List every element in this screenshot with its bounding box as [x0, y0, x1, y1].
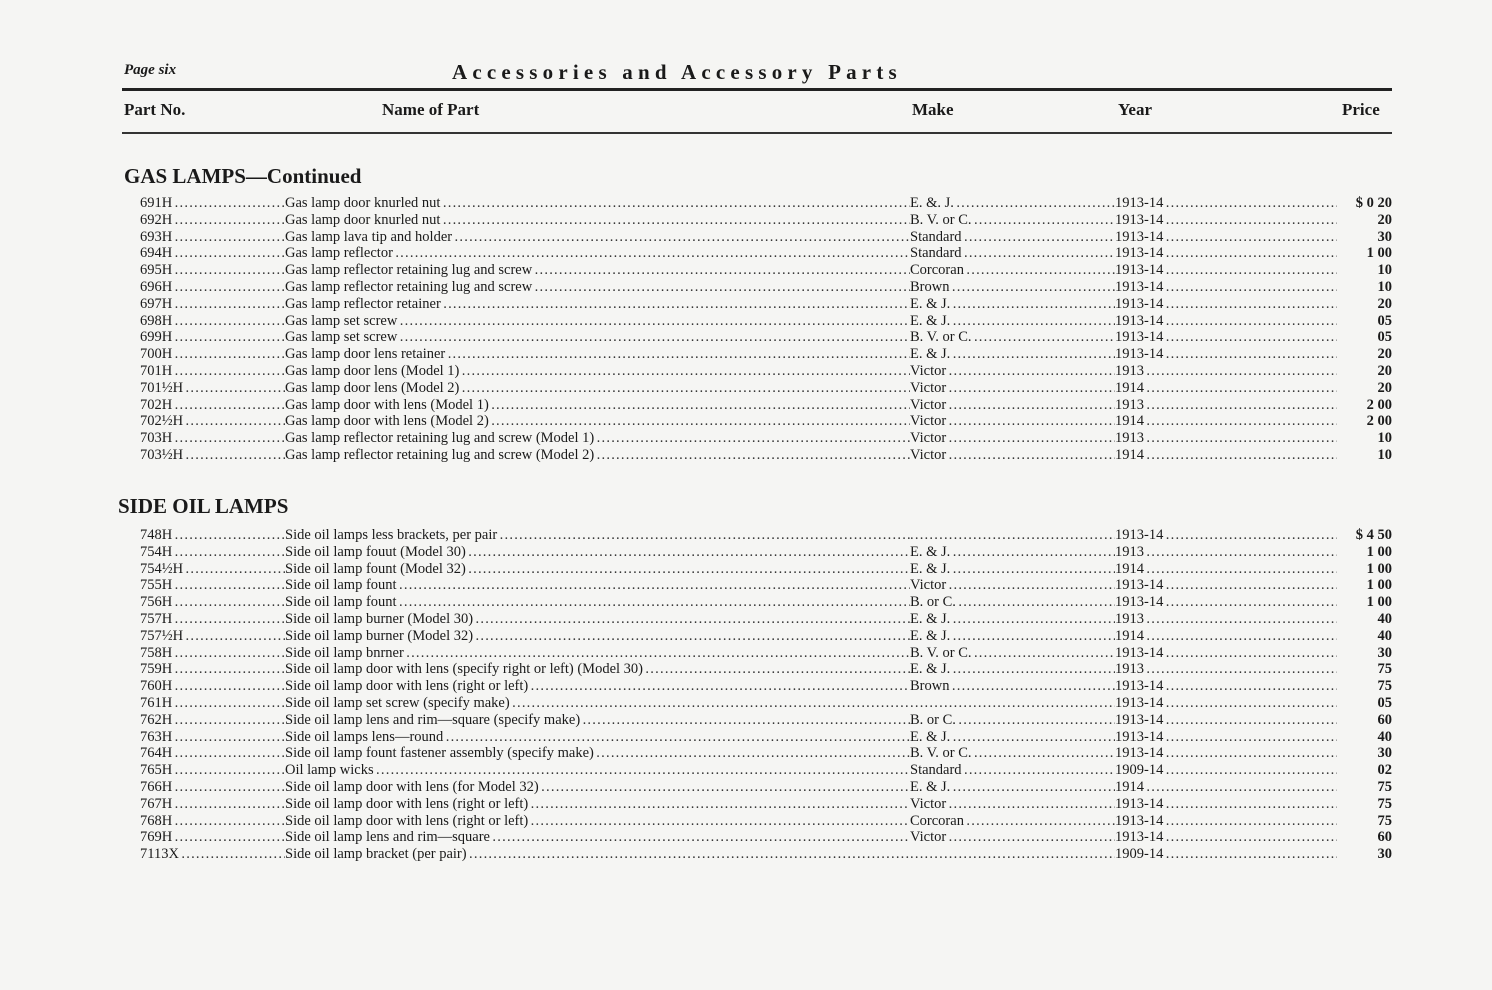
col-header-name: Name of Part [382, 100, 480, 119]
cell-name: Side oil lamp burner (Model 30) . . . [285, 611, 910, 628]
cell-part: 7113X . . . [110, 846, 285, 863]
cell-year: 1913-14 . . . [1115, 678, 1337, 695]
cell-make: E. & J. . . . [910, 346, 1115, 363]
cell-make: B. V. or C. . . . [910, 329, 1115, 346]
column-header-rule [122, 132, 1392, 134]
page-number: Page six [124, 62, 177, 78]
cell-part: 760H . . . [110, 678, 285, 695]
cell-price: 75 [1377, 661, 1392, 678]
col-header-price: Price [1342, 100, 1380, 119]
cell-make: Corcoran . . . [910, 262, 1115, 279]
table-row [110, 594, 1392, 611]
cell-year: 1913-14 . . . [1115, 813, 1337, 830]
cell-year: 1913-14 . . . [1115, 195, 1337, 212]
cell-price: 2 00 [1366, 413, 1392, 430]
cell-make [910, 527, 1115, 544]
table-row [110, 363, 1392, 380]
table-row [110, 661, 1392, 678]
cell-name: Side oil lamp door with lens (right or left) . . . [285, 813, 910, 830]
cell-name: Gas lamp reflector retainer . . . [285, 296, 910, 313]
cell-make: Victor . . . [910, 577, 1115, 594]
section-heading-side-oil-lamps: SIDE OIL LAMPS [118, 494, 289, 518]
cell-year: 1913-14 . . . [1115, 695, 1337, 712]
cell-part: 699H . . . [110, 329, 285, 346]
cell-price: 60 [1377, 711, 1392, 728]
cell-price: 40 [1377, 610, 1392, 627]
cell-part: 755H . . . [110, 577, 285, 594]
cell-part: 692H . . . [110, 212, 285, 229]
cell-name: Gas lamp door lens retainer . . . [285, 346, 910, 363]
cell-name: Side oil lamp fount (Model 32) . . . [285, 561, 910, 578]
cell-name: Gas lamp lava tip and holder . . . [285, 229, 910, 246]
cell-name: Side oil lamp bnrner . . . [285, 645, 910, 662]
cell-name: Gas lamp door knurled nut . . . [285, 195, 910, 212]
cell-make [910, 695, 1115, 712]
cell-part: 701H . . . [110, 363, 285, 380]
table-row [110, 195, 1392, 212]
cell-price: 75 [1377, 678, 1392, 695]
cell-price: $ 0 20 [1355, 195, 1392, 211]
cell-make: E. & J. . . . [910, 611, 1115, 628]
cell-part: 703½H . . . [110, 447, 285, 464]
cell-name: Side oil lamp fouut (Model 30) . . . [285, 544, 910, 561]
cell-part: 762H . . . [110, 712, 285, 729]
cell-name: Gas lamp reflector retaining lug and screw (Model 1) . . . [285, 430, 910, 447]
cell-part: 763H . . . [110, 729, 285, 746]
cell-make: Victor . . . [910, 447, 1115, 464]
cell-part: 761H . . . [110, 695, 285, 712]
cell-part: 702½H . . . [110, 413, 285, 430]
cell-year: 1913-14 . . . [1115, 829, 1337, 846]
table-row [110, 695, 1392, 712]
cell-name: Gas lamp set screw . . . [285, 313, 910, 330]
cell-price: 30 [1377, 644, 1392, 661]
cell-price: 1 00 [1366, 594, 1392, 611]
table-row [110, 212, 1392, 229]
table-row [110, 245, 1392, 262]
cell-make: B. V. or C. . . . [910, 645, 1115, 662]
cell-year: 1913-14 . . . [1115, 594, 1337, 611]
cell-make: E. & J. . . . [910, 313, 1115, 330]
cell-part: 769H . . . [110, 829, 285, 846]
cell-make: B. or C. . . . [910, 712, 1115, 729]
table-row [110, 745, 1392, 762]
cell-make: Victor . . . [910, 430, 1115, 447]
table-row [110, 313, 1392, 330]
cell-name: Side oil lamp door with lens (for Model 32) . . . [285, 779, 910, 796]
cell-name: Gas lamp door with lens (Model 2) . . . [285, 413, 910, 430]
cell-name: Side oil lamp lens and rim—square . . . [285, 829, 910, 846]
cell-price: 20 [1377, 211, 1392, 228]
cell-part: 701½H . . . [110, 380, 285, 397]
cell-part: 764H . . . [110, 745, 285, 762]
table-row [110, 796, 1392, 813]
cell-name: Gas lamp reflector . . . [285, 245, 910, 262]
cell-price: $ 4 50 [1355, 527, 1392, 543]
cell-year: 1914 . . . [1115, 561, 1337, 578]
cell-make: E. & J. . . . [910, 729, 1115, 746]
cell-price: 75 [1377, 778, 1392, 795]
cell-name: Side oil lamps less brackets, per pair . . . [285, 527, 910, 544]
cell-part: 767H . . . [110, 796, 285, 813]
cell-year: 1914 . . . [1115, 380, 1337, 397]
cell-name: Gas lamp reflector retaining lug and screw (Model 2) . . . [285, 447, 910, 464]
cell-price: 20 [1377, 362, 1392, 379]
table-row [110, 846, 1392, 863]
cell-name: Side oil lamp fount fastener assembly (specify make) . . . [285, 745, 910, 762]
cell-name: Oil lamp wicks . . . [285, 762, 910, 779]
cell-part: 759H . . . [110, 661, 285, 678]
cell-year: 1913-14 . . . [1115, 245, 1337, 262]
cell-make: E. & J. . . . [910, 628, 1115, 645]
cell-price: 30 [1377, 228, 1392, 245]
cell-part: 700H . . . [110, 346, 285, 363]
cell-part: 748H . . . [110, 527, 285, 544]
cell-price: 40 [1377, 627, 1392, 644]
cell-price: 10 [1377, 262, 1392, 279]
cell-price: 20 [1377, 379, 1392, 396]
cell-year: 1913 . . . [1115, 430, 1337, 447]
cell-part: 757½H . . . [110, 628, 285, 645]
cell-year: 1913 . . . [1115, 611, 1337, 628]
cell-price: 10 [1377, 446, 1392, 463]
cell-make: Victor . . . [910, 397, 1115, 414]
cell-year: 1909-14 . . . [1115, 762, 1337, 779]
cell-year: 1914 . . . [1115, 779, 1337, 796]
cell-name: Gas lamp door lens (Model 2) . . . [285, 380, 910, 397]
cell-price: 10 [1377, 278, 1392, 295]
cell-name: Side oil lamps lens—round . . . [285, 729, 910, 746]
cell-part: 693H . . . [110, 229, 285, 246]
cell-part: 695H . . . [110, 262, 285, 279]
col-header-make: Make [912, 100, 954, 119]
cell-name: Gas lamp door lens (Model 1) . . . [285, 363, 910, 380]
cell-name: Side oil lamp door with lens (specify right or left) (Model 30) . . . [285, 661, 910, 678]
cell-part: 697H . . . [110, 296, 285, 313]
cell-price: 20 [1377, 295, 1392, 312]
cell-part: 765H . . . [110, 762, 285, 779]
cell-make: B. or C. . . . [910, 594, 1115, 611]
cell-name: Side oil lamp fount . . . [285, 594, 910, 611]
cell-year: 1913-14 . . . [1115, 577, 1337, 594]
table-row [110, 813, 1392, 830]
col-header-part-no: Part No. [124, 100, 186, 119]
cell-make: B. V. or C. . . . [910, 212, 1115, 229]
cell-part: 691H . . . [110, 195, 285, 212]
cell-year: 1913-14 . . . [1115, 329, 1337, 346]
cell-year: 1913-14 . . . [1115, 229, 1337, 246]
cell-price: 1 00 [1366, 577, 1392, 594]
cell-make: Standard . . . [910, 245, 1115, 262]
cell-make: Victor . . . [910, 413, 1115, 430]
section-heading-gas-lamps: GAS LAMPS—Continued [124, 164, 362, 188]
cell-name: Side oil lamp door with lens (right or left) . . . [285, 796, 910, 813]
cell-price: 30 [1377, 846, 1392, 863]
table-row [110, 645, 1392, 662]
cell-part: 754H . . . [110, 544, 285, 561]
cell-price: 2 00 [1366, 396, 1392, 413]
cell-make: E. & J. . . . [910, 561, 1115, 578]
table-row [110, 329, 1392, 346]
cell-make: Corcoran . . . [910, 813, 1115, 830]
gas-lamps-table [110, 195, 1392, 464]
cell-make: Standard . . . [910, 762, 1115, 779]
cell-part: 754½H . . . [110, 561, 285, 578]
table-row [110, 577, 1392, 594]
cell-name: Gas lamp door with lens (Model 1) . . . [285, 397, 910, 414]
table-row [110, 611, 1392, 628]
header-rule [122, 88, 1392, 91]
cell-year: 1914 . . . [1115, 413, 1337, 430]
cell-name: Side oil lamp set screw (specify make) . . . [285, 695, 910, 712]
cell-part: 768H . . . [110, 813, 285, 830]
cell-make: E. &. J. . . . [910, 195, 1115, 212]
table-row [110, 447, 1392, 464]
cell-price: 10 [1377, 430, 1392, 447]
cell-make: Brown . . . [910, 279, 1115, 296]
side-oil-lamps-table [110, 527, 1392, 863]
cell-make: Victor . . . [910, 796, 1115, 813]
table-row [110, 527, 1392, 544]
cell-part: 694H . . . [110, 245, 285, 262]
cell-part: 698H . . . [110, 313, 285, 330]
cell-make: Victor . . . [910, 380, 1115, 397]
cell-make: Victor . . . [910, 829, 1115, 846]
cell-part: 703H . . . [110, 430, 285, 447]
cell-year: 1913 . . . [1115, 544, 1337, 561]
cell-year: 1913 . . . [1115, 661, 1337, 678]
cell-year: 1913-14 . . . [1115, 313, 1337, 330]
table-row [110, 397, 1392, 414]
table-row [110, 779, 1392, 796]
cell-year: 1913-14 . . . [1115, 745, 1337, 762]
cell-make: Standard . . . [910, 229, 1115, 246]
cell-year: 1913 . . . [1115, 397, 1337, 414]
table-row [110, 628, 1392, 645]
table-row [110, 561, 1392, 578]
cell-price: 1 00 [1366, 245, 1392, 262]
cell-make: Brown . . . [910, 678, 1115, 695]
cell-name: Side oil lamp fount . . . [285, 577, 910, 594]
cell-price: 40 [1377, 728, 1392, 745]
cell-make: Victor . . . [910, 363, 1115, 380]
cell-price: 60 [1377, 829, 1392, 846]
cell-part: 756H . . . [110, 594, 285, 611]
cell-part: 766H . . . [110, 779, 285, 796]
cell-year: 1909-14 . . . [1115, 846, 1337, 863]
cell-part: 696H . . . [110, 279, 285, 296]
table-row [110, 296, 1392, 313]
cell-year: 1913-14 . . . [1115, 712, 1337, 729]
cell-year: 1913-14 . . . [1115, 645, 1337, 662]
cell-make: E. & J. . . . [910, 661, 1115, 678]
cell-year: 1913-14 . . . [1115, 279, 1337, 296]
cell-year: 1913 . . . [1115, 363, 1337, 380]
cell-price: 05 [1377, 694, 1392, 711]
cell-year: 1913-14 . . . [1115, 796, 1337, 813]
cell-year: 1913-14 . . . [1115, 346, 1337, 363]
cell-year: 1913-14 . . . [1115, 262, 1337, 279]
cell-year: 1913-14 . . . [1115, 729, 1337, 746]
page-title: Accessories and Accessory Parts [452, 60, 902, 84]
table-row [110, 262, 1392, 279]
cell-price: 1 00 [1366, 543, 1392, 560]
col-header-year: Year [1118, 100, 1152, 119]
cell-make [910, 846, 1115, 863]
cell-part: 702H . . . [110, 397, 285, 414]
cell-price: 05 [1377, 312, 1392, 329]
table-row [110, 380, 1392, 397]
cell-name: Gas lamp reflector retaining lug and screw . . . [285, 262, 910, 279]
cell-make: E. & J. . . . [910, 779, 1115, 796]
table-row [110, 279, 1392, 296]
cell-part: 758H . . . [110, 645, 285, 662]
table-row [110, 430, 1392, 447]
cell-name: Gas lamp reflector retaining lug and screw . . . [285, 279, 910, 296]
cell-make: E. & J. . . . [910, 544, 1115, 561]
cell-name: Side oil lamp lens and rim—square (specify make) . . . [285, 712, 910, 729]
cell-name: Gas lamp door knurled nut . . . [285, 212, 910, 229]
cell-name: Gas lamp set screw . . . [285, 329, 910, 346]
table-row [110, 229, 1392, 246]
cell-part: 757H . . . [110, 611, 285, 628]
cell-name: Side oil lamp door with lens (right or left) . . . [285, 678, 910, 695]
cell-year: 1913-14 . . . [1115, 527, 1337, 544]
cell-price: 1 00 [1366, 560, 1392, 577]
cell-price: 30 [1377, 745, 1392, 762]
cell-price: 20 [1377, 346, 1392, 363]
table-row [110, 544, 1392, 561]
table-row [110, 678, 1392, 695]
table-row [110, 829, 1392, 846]
cell-year: 1913-14 . . . [1115, 296, 1337, 313]
table-row [110, 346, 1392, 363]
cell-price: 75 [1377, 795, 1392, 812]
cell-price: 05 [1377, 329, 1392, 346]
cell-year: 1914 . . . [1115, 628, 1337, 645]
cell-name: Side oil lamp bracket (per pair) . . . [285, 846, 910, 863]
cell-name: Side oil lamp burner (Model 32) . . . [285, 628, 910, 645]
table-row [110, 413, 1392, 430]
cell-year: 1913-14 . . . [1115, 212, 1337, 229]
table-row [110, 729, 1392, 746]
cell-make: B. V. or C. . . . [910, 745, 1115, 762]
cell-price: 02 [1377, 762, 1392, 779]
table-row [110, 762, 1392, 779]
cell-make: E. & J. . . . [910, 296, 1115, 313]
cell-price: 75 [1377, 812, 1392, 829]
cell-year: 1914 . . . [1115, 447, 1337, 464]
table-row [110, 712, 1392, 729]
